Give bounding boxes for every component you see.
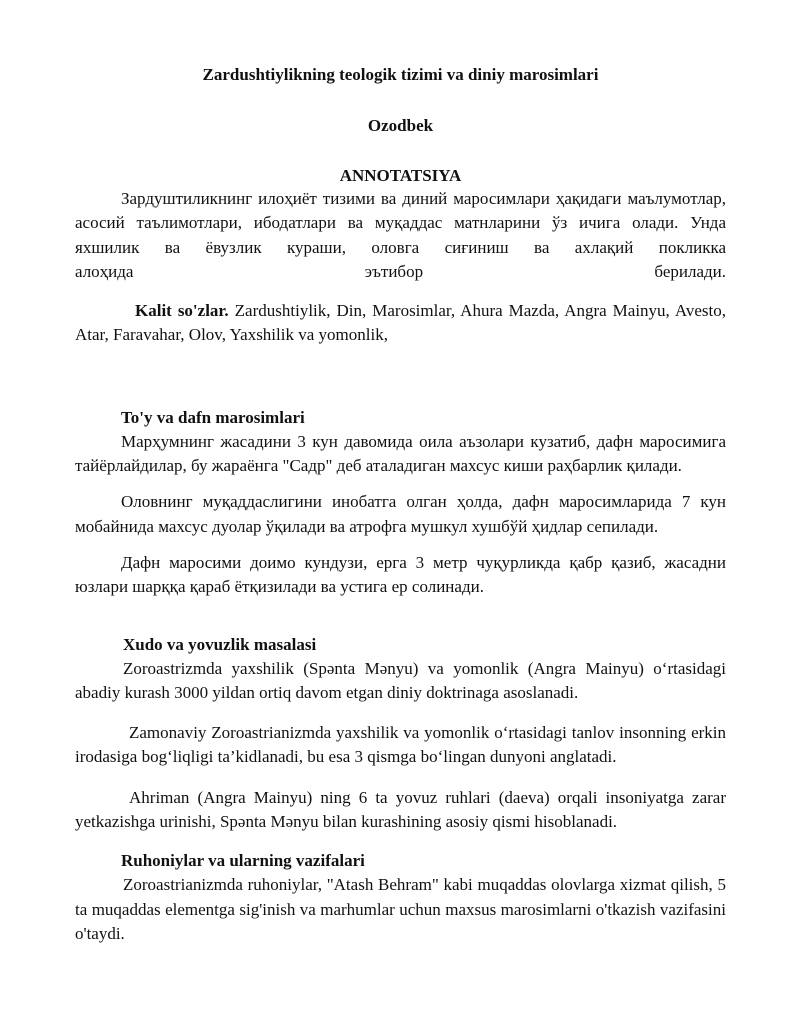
section-paragraph: Оловнинг муқаддаслигини инобатга олган ҳолда, дафн маросимларида 7 кун мобайнида махсус дуолар ўқилади ва атрофга мушкул хушбўй ҳидлар сепилади. bbox=[75, 492, 726, 536]
document-title: Zardushtiylikning teologik tizimi va diniy marosimlari bbox=[202, 65, 599, 84]
section-paragraph: Zamonaviy Zoroastrianizmda yaxshilik va yomonlik o‘rtasidagi tanlov insonning erkin irodasiga bog‘liqligi ta’kidlanadi, bu esa 3 qismga bo‘lingan dunyoni anglatadi. bbox=[75, 723, 726, 767]
section-heading: Ruhoniylar va ularning vazifalari bbox=[121, 851, 365, 871]
section-paragraph: Марҳумнинг жасадини 3 кун давомида оила аъзолари кузатиб, дафн маросимига тайёрлайдилар, бу жараёнга "Садр" деб аталадиган махсус киши раҳбарлик қилади. bbox=[75, 431, 726, 476]
section-priests bbox=[75, 849, 726, 946]
section-good-and-evil bbox=[75, 633, 726, 835]
author-name: Ozodbek bbox=[367, 116, 434, 135]
keywords-label: Kalit so'zlar. bbox=[135, 301, 229, 321]
annotation-text: Зардуштиликнинг илоҳиёт тизими ва диний маросимлари ҳақидаги маълумотлар, асосий таълимотлари, ибодатлари ва муқаддас матнларини ўз ичига олади. Унда яхшилик ва ёвузлик кураши, оловга сиғиниш ва ахлақий покликка bbox=[75, 189, 726, 257]
section-paragraph: Ahriman (Angra Mainyu) ning 6 ta yovuz ruhlari (daeva) orqali insoniyatga zarar yetkazishga urinishi, Spənta Mənyu bilan kurashining asosiy qismi hisoblanadi. bbox=[75, 787, 726, 832]
annotation-heading: ANNOTATSIYA bbox=[339, 166, 462, 185]
section-heading: Xudo va yovuzlik masalasi bbox=[123, 634, 317, 654]
annotation-block bbox=[75, 187, 726, 284]
section-paragraph: Zoroastrizmda yaxshilik (Spənta Mənyu) va yomonlik (Angra Mainyu) o‘rtasidagi abadiy kurash 3000 yildan ortiq davom etgan diniy doktrinaga asoslanadi. bbox=[75, 658, 726, 702]
annotation-text-ending: алоҳида эътибор берилади. bbox=[75, 261, 726, 281]
section-heading: To'y va dafn marosimlari bbox=[121, 407, 305, 427]
section-burial-rites bbox=[75, 406, 726, 600]
document-page bbox=[75, 64, 726, 946]
keywords-list: Zardushtiylik, Din, Marosimlar, Ahura Mazda, Angra Mainyu, Avesto, Atar, Faravahar, Olov, Yaxshilik va yomonlik, bbox=[75, 301, 727, 345]
section-paragraph: Zoroastrianizmda ruhoniylar, "Atash Behram" kabi muqaddas olovlarga xizmat qilish, 5 ta muqaddas elementga sig'inish va marhumlar uchun maxsus marosimlarni o'tkazish vazifasini o'taydi. bbox=[75, 875, 726, 943]
section-paragraph: Дафн маросими доимо кундузи, ерга 3 метр чуқурликда қабр қазиб, жасадни юзлари шарққа қараб ётқизилади ва устига ер солинади. bbox=[75, 552, 726, 597]
keywords-paragraph bbox=[75, 299, 726, 348]
